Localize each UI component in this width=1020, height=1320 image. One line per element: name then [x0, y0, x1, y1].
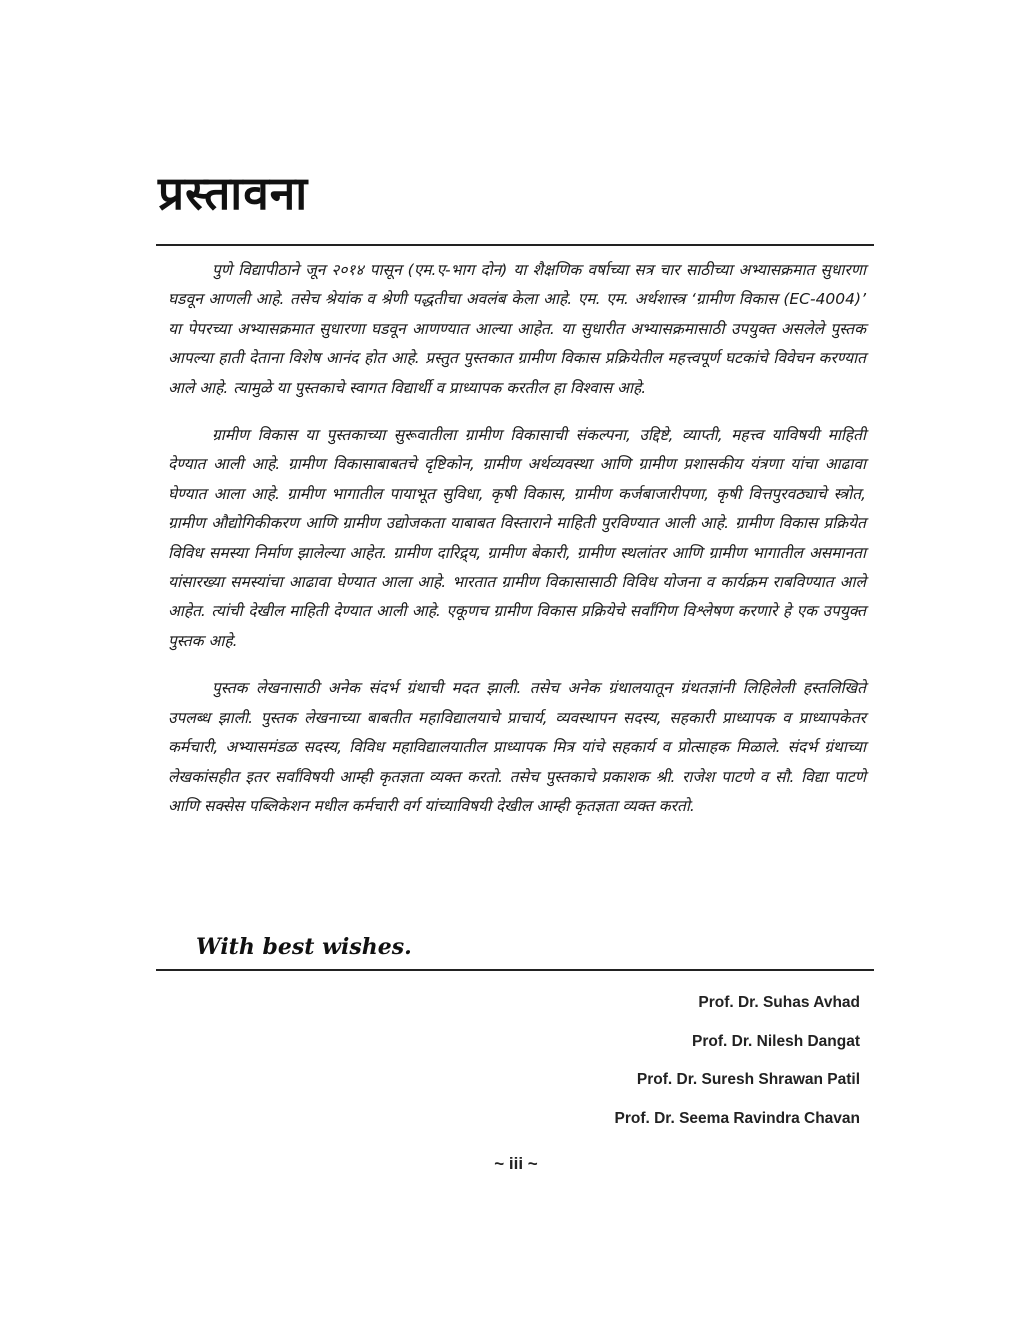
signatory: Prof. Dr. Suhas Avhad — [698, 994, 860, 1011]
page-title: प्रस्तावना — [158, 166, 309, 220]
signatory: Prof. Dr. Seema Ravindra Chavan — [614, 1109, 860, 1127]
bottom-divider — [156, 969, 874, 971]
paragraph-2: ग्रामीण विकास या पुस्तकाच्या सुरूवातीला ग्रामीण विकासाची संकल्पना, उद्दिष्टे, व्याप्ती, महत्त्व याविषयी माहिती देण्यात आली आहे. ग्रामीण विकासाबाबतचे दृष्टिकोन, ग्रामीण अर्थव्यवस्था आणि ग्रामीण प्रशासकीय यंत्रणा यांचा आढावा घेण्यात आला आहे. ग्रामीण भागातील पायाभूत सुविधा, कृषी विकास, ग्रामीण कर्जबाजारीपणा, कृषी वित्तपुरवठ्याचे स्त्रोत, ग्रामीण औद्योगिकीकरण आणि ग्रामीण उद्योजकता याबाबत विस्ताराने माहिती पुरविण्यात आली आहे. ग्रामीण विकास प्रक्रियेत विविध समस्या निर्माण झालेल्या आहेत. ग्रामीण दारिद्र्य, ग्रामीण बेकारी, ग्रामीण स्थलांतर आणि ग्रामीण भागातील असमानता यांसारख्या समस्यांचा आढावा घेण्यात आला आहे. भारतात ग्रामीण विकासासाठी विविध योजना व कार्यक्रम राबविण्यात आले आहेत. त्यांची देखील माहिती देण्यात आली आहे. एकूणच ग्रामीण विकास प्रक्रियेचे सर्वांगिण विश्लेषण करणारे हे एक उपयुक्त पुस्तक आहे. — [168, 426, 866, 650]
top-divider — [156, 244, 874, 246]
preface-body — [168, 256, 866, 839]
closing-wishes: With best wishes. — [196, 934, 412, 960]
signatory: Prof. Dr. Nilesh Dangat — [692, 1032, 860, 1050]
signatories-block — [614, 990, 860, 1144]
paragraph-1: पुणे विद्यापीठाने जून २०१४ पासून (एम.ए-भाग दोन) या शैक्षणिक वर्षाच्या सत्र चार साठीच्या अभ्यासक्रमात सुधारणा घडवून आणली आहे. तसेच श्रेयांक व श्रेणी पद्धतीचा अवलंब केला आहे. एम. एम. अर्थशास्त्र ‘ग्रामीण विकास (EC-4004)’ या पेपरच्या अभ्यासक्रमात सुधारणा घडवून आणण्यात आल्या आहेत. या सुधारीत अभ्यासक्रमासाठी उपयुक्त असलेले पुस्तक आपल्या हाती देताना विशेष आनंद होत आहे. प्रस्तुत पुस्तकात ग्रामीण विकास प्रक्रियेतील महत्त्वपूर्ण घटकांचे विवेचन करण्यात आले आहे. त्यामुळे या पुस्तकाचे स्वागत विद्यार्थी व प्राध्यापक करतील हा विश्वास आहे. — [168, 261, 866, 397]
page-number: ~ iii ~ — [494, 1154, 538, 1173]
paragraph-3: पुस्तक लेखनासाठी अनेक संदर्भ ग्रंथाची मदत झाली. तसेच अनेक ग्रंथालयातून ग्रंथतज्ञांनी लिहिलेली हस्तलिखिते उपलब्ध झाली. पुस्तक लेखनाच्या बाबतीत महाविद्यालयाचे प्राचार्य, व्यवस्थापन सदस्य, सहकारी प्राध्यापक व प्राध्यापकेतर कर्मचारी, अभ्यासमंडळ सदस्य, विविध महाविद्यालयातील प्राध्यापक मित्र यांचे सहकार्य व प्रोत्साहक मिळाले. संदर्भ ग्रंथाच्या लेखकांसहीत इतर सर्वांविषयी आम्ही कृतज्ञता व्यक्त करतो. तसेच पुस्तकाचे प्रकाशक श्री. राजेश पाटणे व सौ. विद्या पाटणे आणि सक्सेस पब्लिकेशन मधील कर्मचारी वर्ग यांच्याविषयी देखील आम्ही कृतज्ञता व्यक्त करतो. — [168, 679, 866, 815]
signatory: Prof. Dr. Suresh Shrawan Patil — [636, 1071, 860, 1088]
